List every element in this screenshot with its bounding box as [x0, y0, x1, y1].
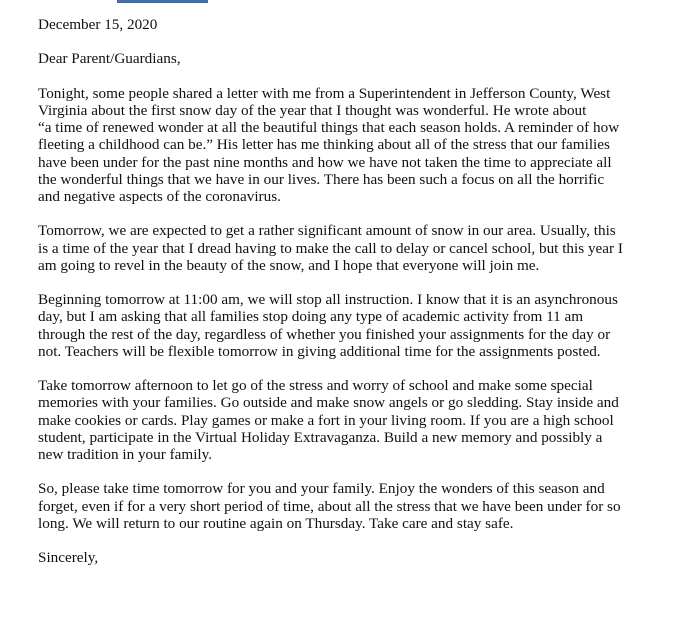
top-divider	[117, 0, 208, 3]
closing: Sincerely,	[38, 549, 99, 567]
paragraph-line: is a time of the year that I dread having to make the call to delay or cancel school, but this year I	[38, 239, 623, 257]
salutation: Dear Parent/Guardians,	[38, 50, 181, 68]
paragraph-line: Virginia about the first snow day of the year that I thought was wonderful. He wrote about	[38, 101, 587, 119]
paragraph-line: am going to revel in the beauty of the snow, and I hope that everyone will join me.	[38, 256, 540, 274]
paragraph-3	[38, 291, 678, 360]
paragraph-line: new tradition in your family.	[38, 446, 213, 463]
paragraph-line: the wonderful things that we have in our lives. There has been such a focus on all the horrific	[38, 170, 605, 188]
paragraph-line: and negative aspects of the coronavirus.	[38, 188, 281, 205]
paragraph-line: So, please take time tomorrow for you and your family. Enjoy the wonders of this season and	[38, 480, 605, 498]
paragraph-5	[38, 480, 678, 532]
paragraph-line: not. Teachers will be flexible tomorrow in giving additional time for the assignments posted.	[38, 342, 601, 360]
paragraph-1	[38, 85, 678, 205]
letter-date: December 15, 2020	[38, 16, 158, 33]
paragraph-4	[38, 377, 678, 463]
paragraph-line: through the rest of the day, regardless of whether you finished your assignments for the day or	[38, 325, 611, 343]
paragraph-line: forget, even if for a very short period of time, about all the stress that we have been under for so	[38, 497, 621, 515]
paragraph-line: fleeting a childhood can be.” His letter has me thinking about all of the stress that our families	[38, 136, 610, 154]
paragraph-line: memories with your families. Go outside and make snow angels or go sledding. Stay inside and	[38, 394, 619, 412]
paragraph-line: Tonight, some people shared a letter with me from a Superintendent in Jefferson County, West	[38, 84, 611, 102]
paragraph-2	[38, 222, 678, 274]
paragraph-line: make cookies or cards. Play games or make a fort in your living room. If you are a high school	[38, 411, 614, 429]
paragraph-line: Take tomorrow afternoon to let go of the stress and worry of school and make some special	[38, 377, 593, 395]
paragraph-line: student, participate in the Virtual Holiday Extravaganza. Build a new memory and possibly a	[38, 428, 603, 446]
letter-body	[38, 16, 678, 584]
paragraph-line: Beginning tomorrow at 11:00 am, we will stop all instruction. I know that it is an asynchronous	[38, 291, 618, 309]
paragraph-line: Tomorrow, we are expected to get a rather significant amount of snow in our area. Usually, this	[38, 222, 616, 240]
paragraph-line: have been under for the past nine months and how we have not taken the time to appreciate all	[38, 153, 612, 171]
paragraph-line: long. We will return to our routine again on Thursday. Take care and stay safe.	[38, 514, 514, 532]
paragraph-line: “a time of renewed wonder at all the beautiful things that each season holds. A reminder of how	[38, 119, 620, 137]
paragraph-line: day, but I am asking that all families stop doing any type of academic activity from 11 am	[38, 308, 584, 326]
